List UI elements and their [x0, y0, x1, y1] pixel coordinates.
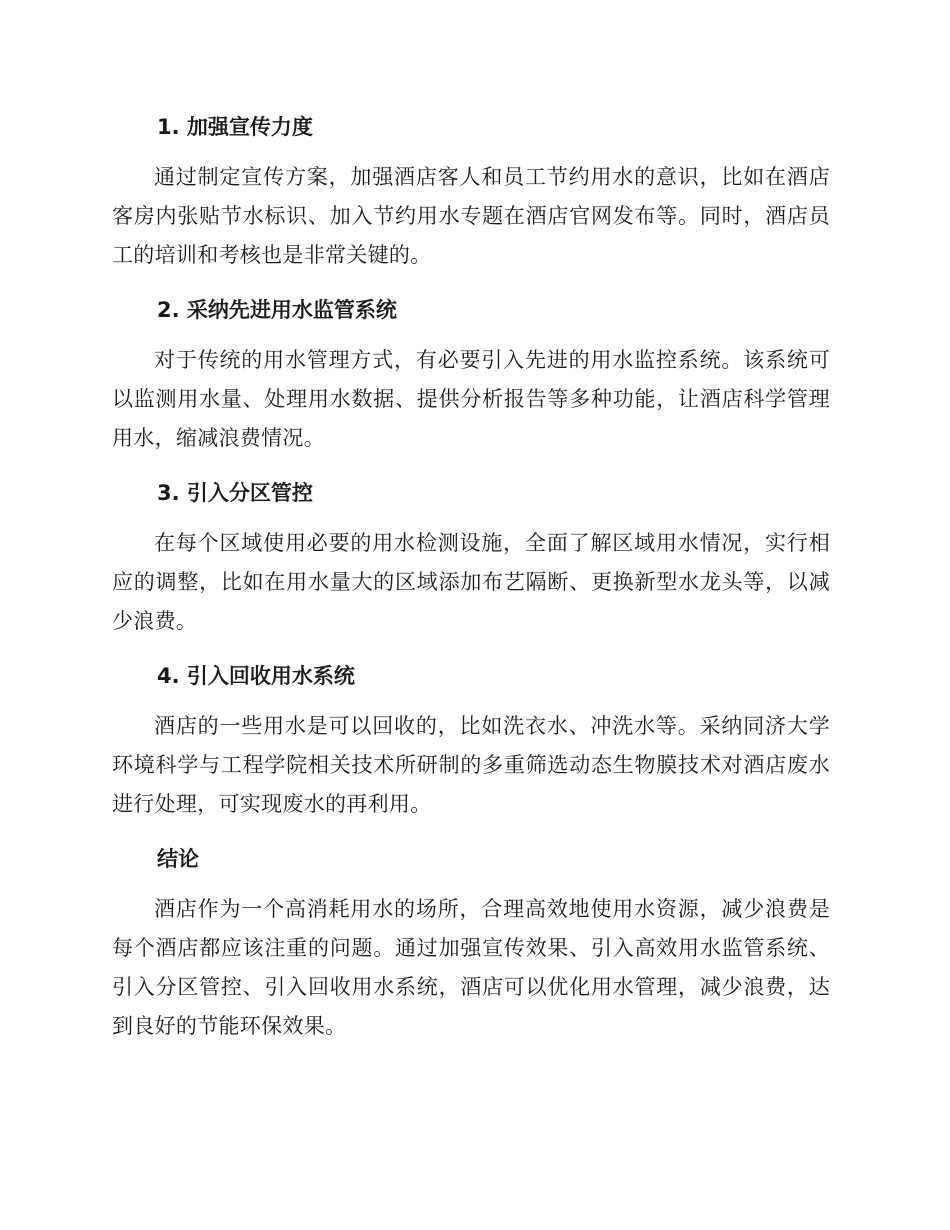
section-3	[112, 476, 830, 641]
section-1	[112, 110, 830, 275]
section-paragraph: 通过制定宣传方案，加强酒店客人和员工节约用水的意识，比如在酒店客房内张贴节水标识、加入节约用水专题在酒店官网发布等。同时，酒店员工的培训和考核也是非常关键的。	[112, 165, 830, 267]
section-heading: 4. 引入回收用水系统	[157, 664, 355, 688]
section-heading: 1. 加强宣传力度	[157, 115, 313, 139]
section-heading: 3. 引入分区管控	[157, 481, 313, 505]
section-conclusion	[112, 842, 830, 1046]
section-4	[112, 659, 830, 824]
section-2	[112, 293, 830, 458]
conclusion-paragraph: 酒店作为一个高消耗用水的场所，合理高效地使用水资源，减少浪费是每个酒店都应该注重的问题。通过加强宣传效果、引入高效用水监管系统、引入分区管控、引入回收用水系统，酒店可以优化用水管理，减少浪费，达到良好的节能环保效果。	[112, 897, 830, 1038]
section-paragraph: 在每个区域使用必要的用水检测设施，全面了解区域用水情况，实行相应的调整，比如在用水量大的区域添加布艺隔断、更换新型水龙头等，以减少浪费。	[112, 531, 830, 633]
section-paragraph: 酒店的一些用水是可以回收的，比如洗衣水、冲洗水等。采纳同济大学环境科学与工程学院相关技术所研制的多重筛选动态生物膜技术对酒店废水进行处理，可实现废水的再利用。	[112, 714, 830, 816]
conclusion-heading: 结论	[157, 847, 199, 871]
section-paragraph: 对于传统的用水管理方式，有必要引入先进的用水监控系统。该系统可以监测用水量、处理用水数据、提供分析报告等多种功能，让酒店科学管理用水，缩减浪费情况。	[112, 348, 830, 450]
section-heading: 2. 采纳先进用水监管系统	[157, 298, 397, 322]
